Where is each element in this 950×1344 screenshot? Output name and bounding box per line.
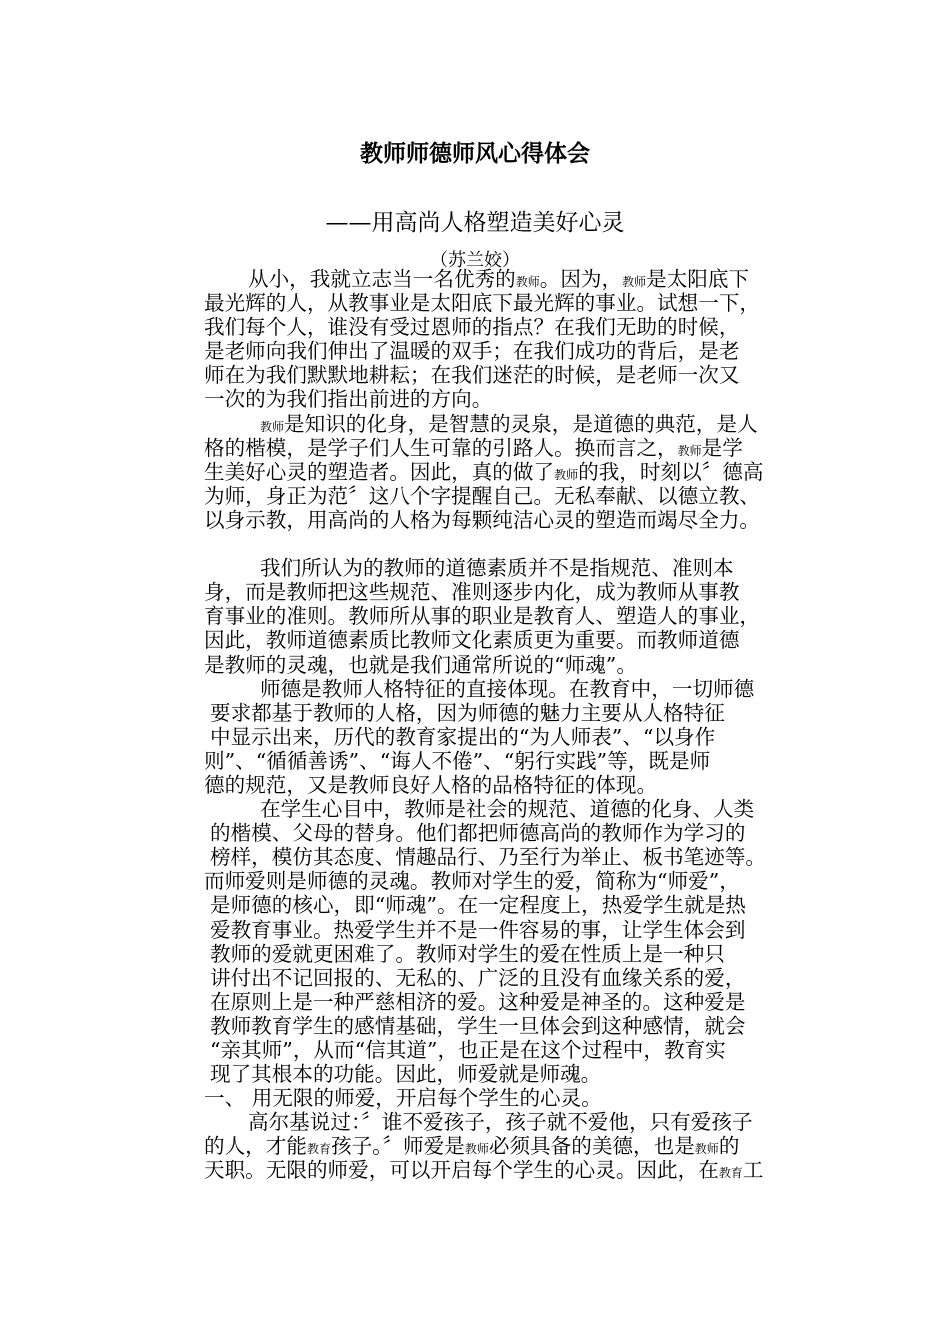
text-line <box>204 1134 788 1158</box>
small-inline-word: 教育 <box>718 1166 743 1181</box>
text-line <box>204 725 788 749</box>
text-line <box>204 1086 788 1110</box>
text-line <box>204 821 788 845</box>
text-run: 因此，教师道德素质比教师文化素质更为重要。而教师道德 <box>204 628 740 653</box>
text-line <box>204 677 788 701</box>
text-line <box>204 797 788 821</box>
document-body <box>204 267 788 1183</box>
text-line <box>204 966 788 990</box>
text-run: 我们每个人，谁没有受过恩师的指点？在我们无助的时候， <box>204 315 740 340</box>
text-line <box>204 1062 788 1086</box>
text-line <box>204 436 788 460</box>
text-run: 的人，才能 <box>204 1134 307 1159</box>
text-line <box>204 315 788 339</box>
small-inline-word: 教师 <box>694 1142 719 1157</box>
document-subtitle: ——用高尚人格塑造美好心灵 <box>325 210 625 236</box>
text-line <box>204 749 788 773</box>
text-line <box>204 580 788 604</box>
text-run: 格的楷模，是学子们人生可靠的引路人。换而言之， <box>204 435 678 460</box>
text-line <box>204 701 788 725</box>
small-inline-word: 教师 <box>622 275 647 289</box>
text-run: 一次的为我们指出前进的方向。 <box>204 387 493 412</box>
text-line <box>204 267 788 291</box>
text-run: 一、 用无限的师爱，开启每个学生的心灵。 <box>204 1086 602 1111</box>
text-line <box>204 918 788 942</box>
paragraph-gap <box>204 532 788 556</box>
text-run: 中显示出来，历代的教育家提出的“为人师表”、“以身作 <box>210 724 716 749</box>
text-run: 爱教育事业。热爱学生并不是一件容易的事，让学生体会到 <box>210 917 746 942</box>
text-run: 是教师的灵魂，也就是我们通常所说的“师魂”。 <box>204 652 637 677</box>
text-run: 是太阳底下 <box>646 267 750 291</box>
text-run: 的 <box>718 1134 740 1159</box>
text-line <box>204 653 788 677</box>
small-inline-word: 教育 <box>306 1142 331 1157</box>
text-run: 为师，身正为范〞这八个字提醒自己。无私奉献、以德立教、 <box>204 483 761 508</box>
text-run: 孩子。〞师爱是 <box>330 1134 465 1159</box>
document-title: 教师师德师风心得体会 <box>360 141 590 167</box>
text-line <box>204 484 788 508</box>
text-line <box>204 869 788 893</box>
text-run: 在原则上是一种严慈相济的爱。这种爱是神圣的。这种爱是 <box>210 989 746 1014</box>
small-inline-word: 教师 <box>677 443 702 458</box>
text-run: 是师德的核心，即“师魂”。在一定程度上，热爱学生就是热 <box>210 893 746 918</box>
text-run: 是老师向我们伸出了温暖的双手；在我们成功的背后，是老 <box>204 339 740 364</box>
text-run: 我们所认为的教师的道德素质并不是指规范、准则本 <box>260 556 734 581</box>
text-run: 。因为， <box>539 267 623 291</box>
text-line <box>204 990 788 1014</box>
text-run: 要求都基于教师的人格，因为师德的魅力主要从人格特征 <box>210 700 725 725</box>
small-inline-word: 教师 <box>260 419 285 434</box>
text-run: 身，而是教师把这些规范、准则逐步内化，成为教师从事教 <box>204 580 740 605</box>
text-run: 教师教育学生的感情基础，学生一旦体会到这种感情，就会 <box>210 1013 746 1038</box>
text-run: 德的规范，又是教师良好人格的品格特征的体现。 <box>204 772 658 797</box>
text-run: 育事业的准则。教师所从事的职业是教育人、塑造人的事业， <box>204 604 761 629</box>
text-line <box>204 773 788 797</box>
text-run: 而师爱则是师德的灵魂。教师对学生的爱，简称为“师爱”， <box>204 869 740 894</box>
text-run: 师德是教师人格特征的直接体现。在教育中，一切师德 <box>260 676 755 701</box>
text-line <box>204 291 788 315</box>
text-line <box>204 1038 788 1062</box>
text-run: “亲其师”，从而“信其道”，也正是在这个过程中，教育实 <box>210 1038 726 1062</box>
document-author: （苏兰姣） <box>430 250 520 271</box>
text-line <box>204 508 788 532</box>
small-inline-word: 教师 <box>554 467 579 482</box>
text-line <box>204 893 788 917</box>
text-run: 教师的爱就更困难了。教师对学生的爱在性质上是一种只 <box>210 941 725 966</box>
text-run: 则”、“循循善诱”、“诲人不倦”、“躬行实践”等，既是师 <box>204 748 711 773</box>
text-run: 榜样，模仿其态度、情趣品行、乃至行为举止、板书笔迹等。 <box>210 845 767 870</box>
text-line <box>204 1014 788 1038</box>
text-line <box>204 1158 788 1182</box>
text-run: 生美好心灵的塑造者。因此，真的做了 <box>204 459 555 484</box>
small-inline-word: 教师 <box>464 1142 489 1157</box>
text-run: 最光辉的人，从教事业是太阳底下最光辉的事业。试想一下， <box>204 291 761 316</box>
text-line <box>204 339 788 363</box>
text-run: 必须具备的美德，也是 <box>488 1134 695 1159</box>
text-run: 天职。无限的师爱，可以开启每个学生的心灵。因此，在 <box>204 1158 719 1183</box>
text-run: 从小，我就立志当一名优秀的 <box>248 267 516 291</box>
small-inline-word: 教师 <box>515 275 540 289</box>
text-line <box>204 845 788 869</box>
text-line <box>204 363 788 387</box>
text-line <box>204 628 788 652</box>
text-run: 以身示教，用高尚的人格为每颗纯洁心灵的塑造而竭尽全力。 <box>204 507 761 532</box>
text-run: 在学生心目中，教师是社会的规范、道德的化身、人类 <box>260 797 755 822</box>
text-run: 现了其根本的功能。因此，师爱就是师魂。 <box>210 1062 602 1087</box>
text-line <box>204 1110 788 1134</box>
text-line <box>204 942 788 966</box>
text-line <box>204 387 788 411</box>
text-run: 的我，时刻以〞德高 <box>578 459 764 484</box>
text-line <box>204 556 788 580</box>
text-run: 高尔基说过：〞谁不爱孩子，孩子就不爱他，只有爱孩子 <box>248 1110 753 1135</box>
text-run: 讲付出不记回报的、无私的、广泛的且没有血缘关系的爱， <box>210 965 746 990</box>
text-run: 的楷模、父母的替身。他们都把师德高尚的教师作为学习的 <box>210 821 746 846</box>
text-run: 是知识的化身，是智慧的灵泉，是道德的典范，是人 <box>284 411 758 436</box>
text-line <box>204 604 788 628</box>
text-line <box>204 412 788 436</box>
text-line <box>204 460 788 484</box>
text-run: 师在为我们默默地耕耘；在我们迷茫的时候，是老师一次又 <box>204 363 740 388</box>
text-run: 是学 <box>701 435 743 460</box>
text-run: 工 <box>742 1158 764 1183</box>
